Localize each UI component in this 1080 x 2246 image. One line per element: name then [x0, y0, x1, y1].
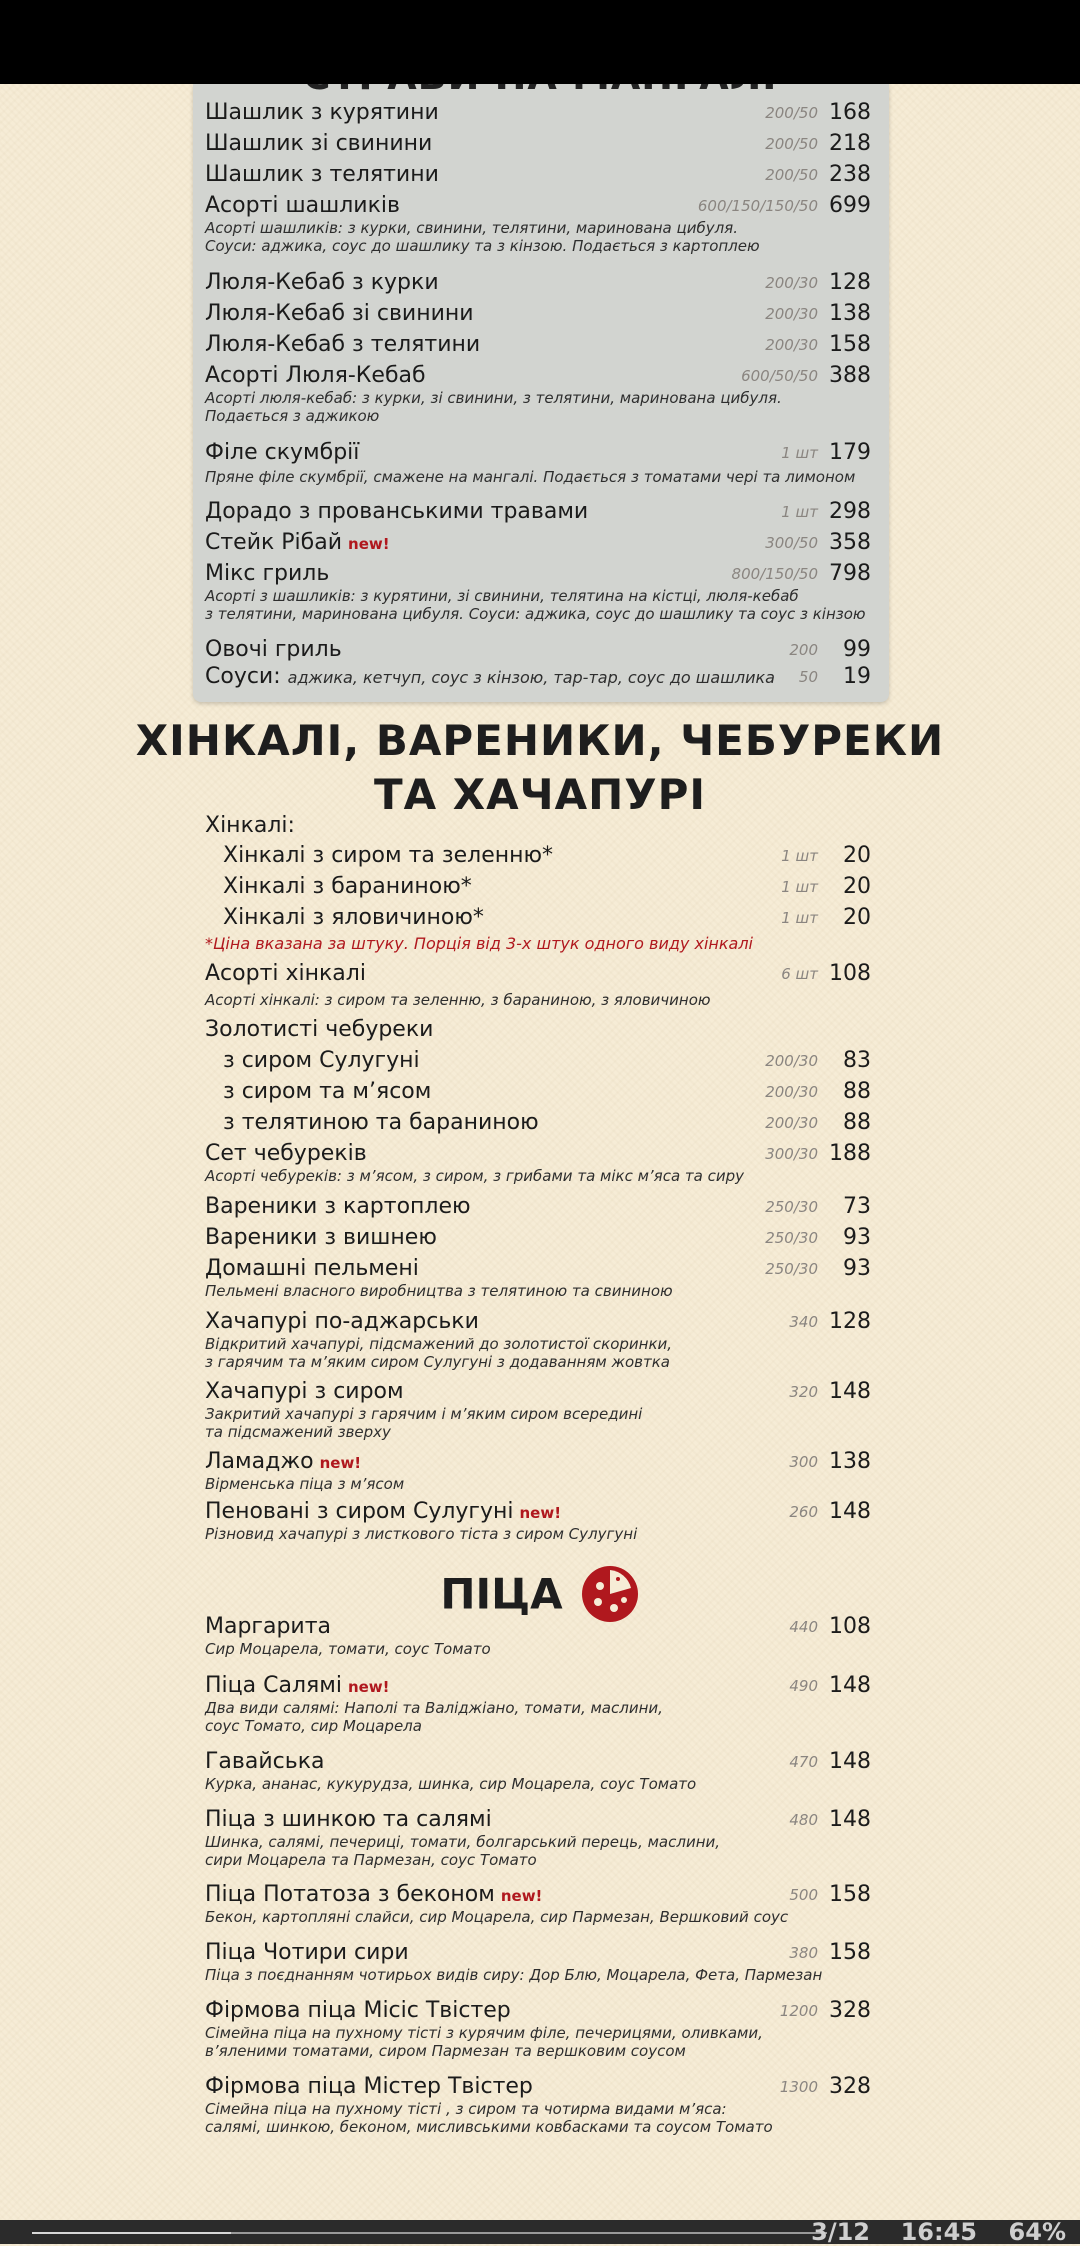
item-description: соус Томато, сир Моцарела — [205, 1717, 422, 1735]
item-description: Відкритий хачапурі, підсмажений до золотистої скоринки, — [205, 1335, 673, 1353]
clock: 16:45 — [900, 2218, 977, 2246]
item-description: Асорті з шашликів: з курятини, зі свинини, телятина на кістці, люля-кебаб — [205, 587, 799, 605]
item-description: Пельмені власного виробництва з телятиною та свининою — [205, 1282, 673, 1300]
item-description: та підсмажений зверху — [205, 1423, 391, 1441]
page-counter: 3/12 — [811, 2218, 870, 2246]
item-description: Асорті шашликів: з курки, свинини, телятини, маринована цибуля. — [205, 219, 738, 237]
item-description: Два види салямі: Наполі та Валіджіано, томати, маслини, — [205, 1699, 663, 1717]
section-title: ПІЦА — [440, 1569, 563, 1619]
item-description: Асорті чебуреків: з м’ясом, з сиром, з грибами та мікс м’яса та сиру — [205, 1167, 744, 1185]
reading-progress-fill — [32, 2232, 231, 2234]
section-title: ХІНКАЛІ, ВАРЕНИКИ, ЧЕБУРЕКИ — [135, 716, 945, 765]
item-description: Різновид хачапурі з листкового тіста з сиром Сулугуні — [205, 1525, 638, 1543]
new-badge: new! — [500, 1887, 543, 1905]
item-description: Сімейна піца на пухному тісті з курячим філе, печерицями, оливками, — [205, 2024, 763, 2042]
item-description: Пряне філе скумбрії, смажене на мангалі. Подається з томатами чері та лимоном — [205, 468, 856, 486]
item-description: Асорті люля-кебаб: з курки, зі свинини, з телятини, маринована цибуля. — [205, 389, 782, 407]
item-description: Курка, ананас, кукурудза, шинка, сир Моцарела, соус Томато — [205, 1775, 697, 1793]
section-title: ТА ХАЧАПУРІ — [373, 770, 707, 819]
item-description: сири Моцарела та Пармезан, соус Томато — [205, 1851, 537, 1869]
item-description: з гарячим та м’яким сиром Сулугуні з додаванням жовтка — [205, 1353, 670, 1371]
new-badge: new! — [347, 1678, 390, 1696]
new-badge: new! — [519, 1504, 562, 1522]
item-description: Вірменська піца з м’ясом — [205, 1475, 405, 1493]
item-description: Асорті хінкалі: з сиром та зеленню, з бараниною, з яловичиною — [205, 991, 711, 1009]
price-note: *Ціна вказана за штуку. Порція від 3-х штук одного виду хінкалі — [205, 934, 753, 953]
battery-level: 64% — [1008, 2218, 1066, 2246]
item-description: салямі, шинкою, беконом, мисливськими ковбасками та соусом Томато — [205, 2118, 773, 2136]
item-description: Піца з поєднанням чотирьох видів сиру: Дор Блю, Моцарела, Фета, Пармезан — [205, 1966, 823, 1984]
pizza-icon — [580, 1564, 640, 1624]
item-description: Соуси: аджика, соус до шашлику та з кінзою. Подається з картоплею — [205, 237, 760, 255]
pizza-section-header — [0, 1564, 1080, 1624]
reading-progress-slider[interactable] — [32, 2232, 827, 2234]
item-description: Закритий хачапурі з гарячим і м’яким сиром всередині — [205, 1405, 643, 1423]
new-badge: new! — [319, 1454, 362, 1472]
item-description: в’яленими томатами, сиром Пармезан та вершковим соусом — [205, 2042, 686, 2060]
item-description: Бекон, картопляні слайси, сир Моцарела, сир Пармезан, Вершковий соус — [205, 1908, 789, 1926]
reader-status-bar — [0, 2220, 1080, 2244]
new-badge: new! — [348, 535, 390, 553]
item-description: Сімейна піца на пухному тісті , з сиром та чотирма видами м’яса: — [205, 2100, 727, 2118]
item-description: з телятини, маринована цибуля. Соуси: аджика, соус до шашлику та соус з кінзою — [205, 605, 866, 623]
top-black-bar — [0, 0, 1080, 84]
item-description: Сир Моцарела, томати, соус Томато — [205, 1640, 491, 1658]
item-description: Шинка, салямі, печериці, томати, болгарський перець, маслини, — [205, 1833, 721, 1851]
item-description: Подається з аджикою — [205, 407, 380, 425]
